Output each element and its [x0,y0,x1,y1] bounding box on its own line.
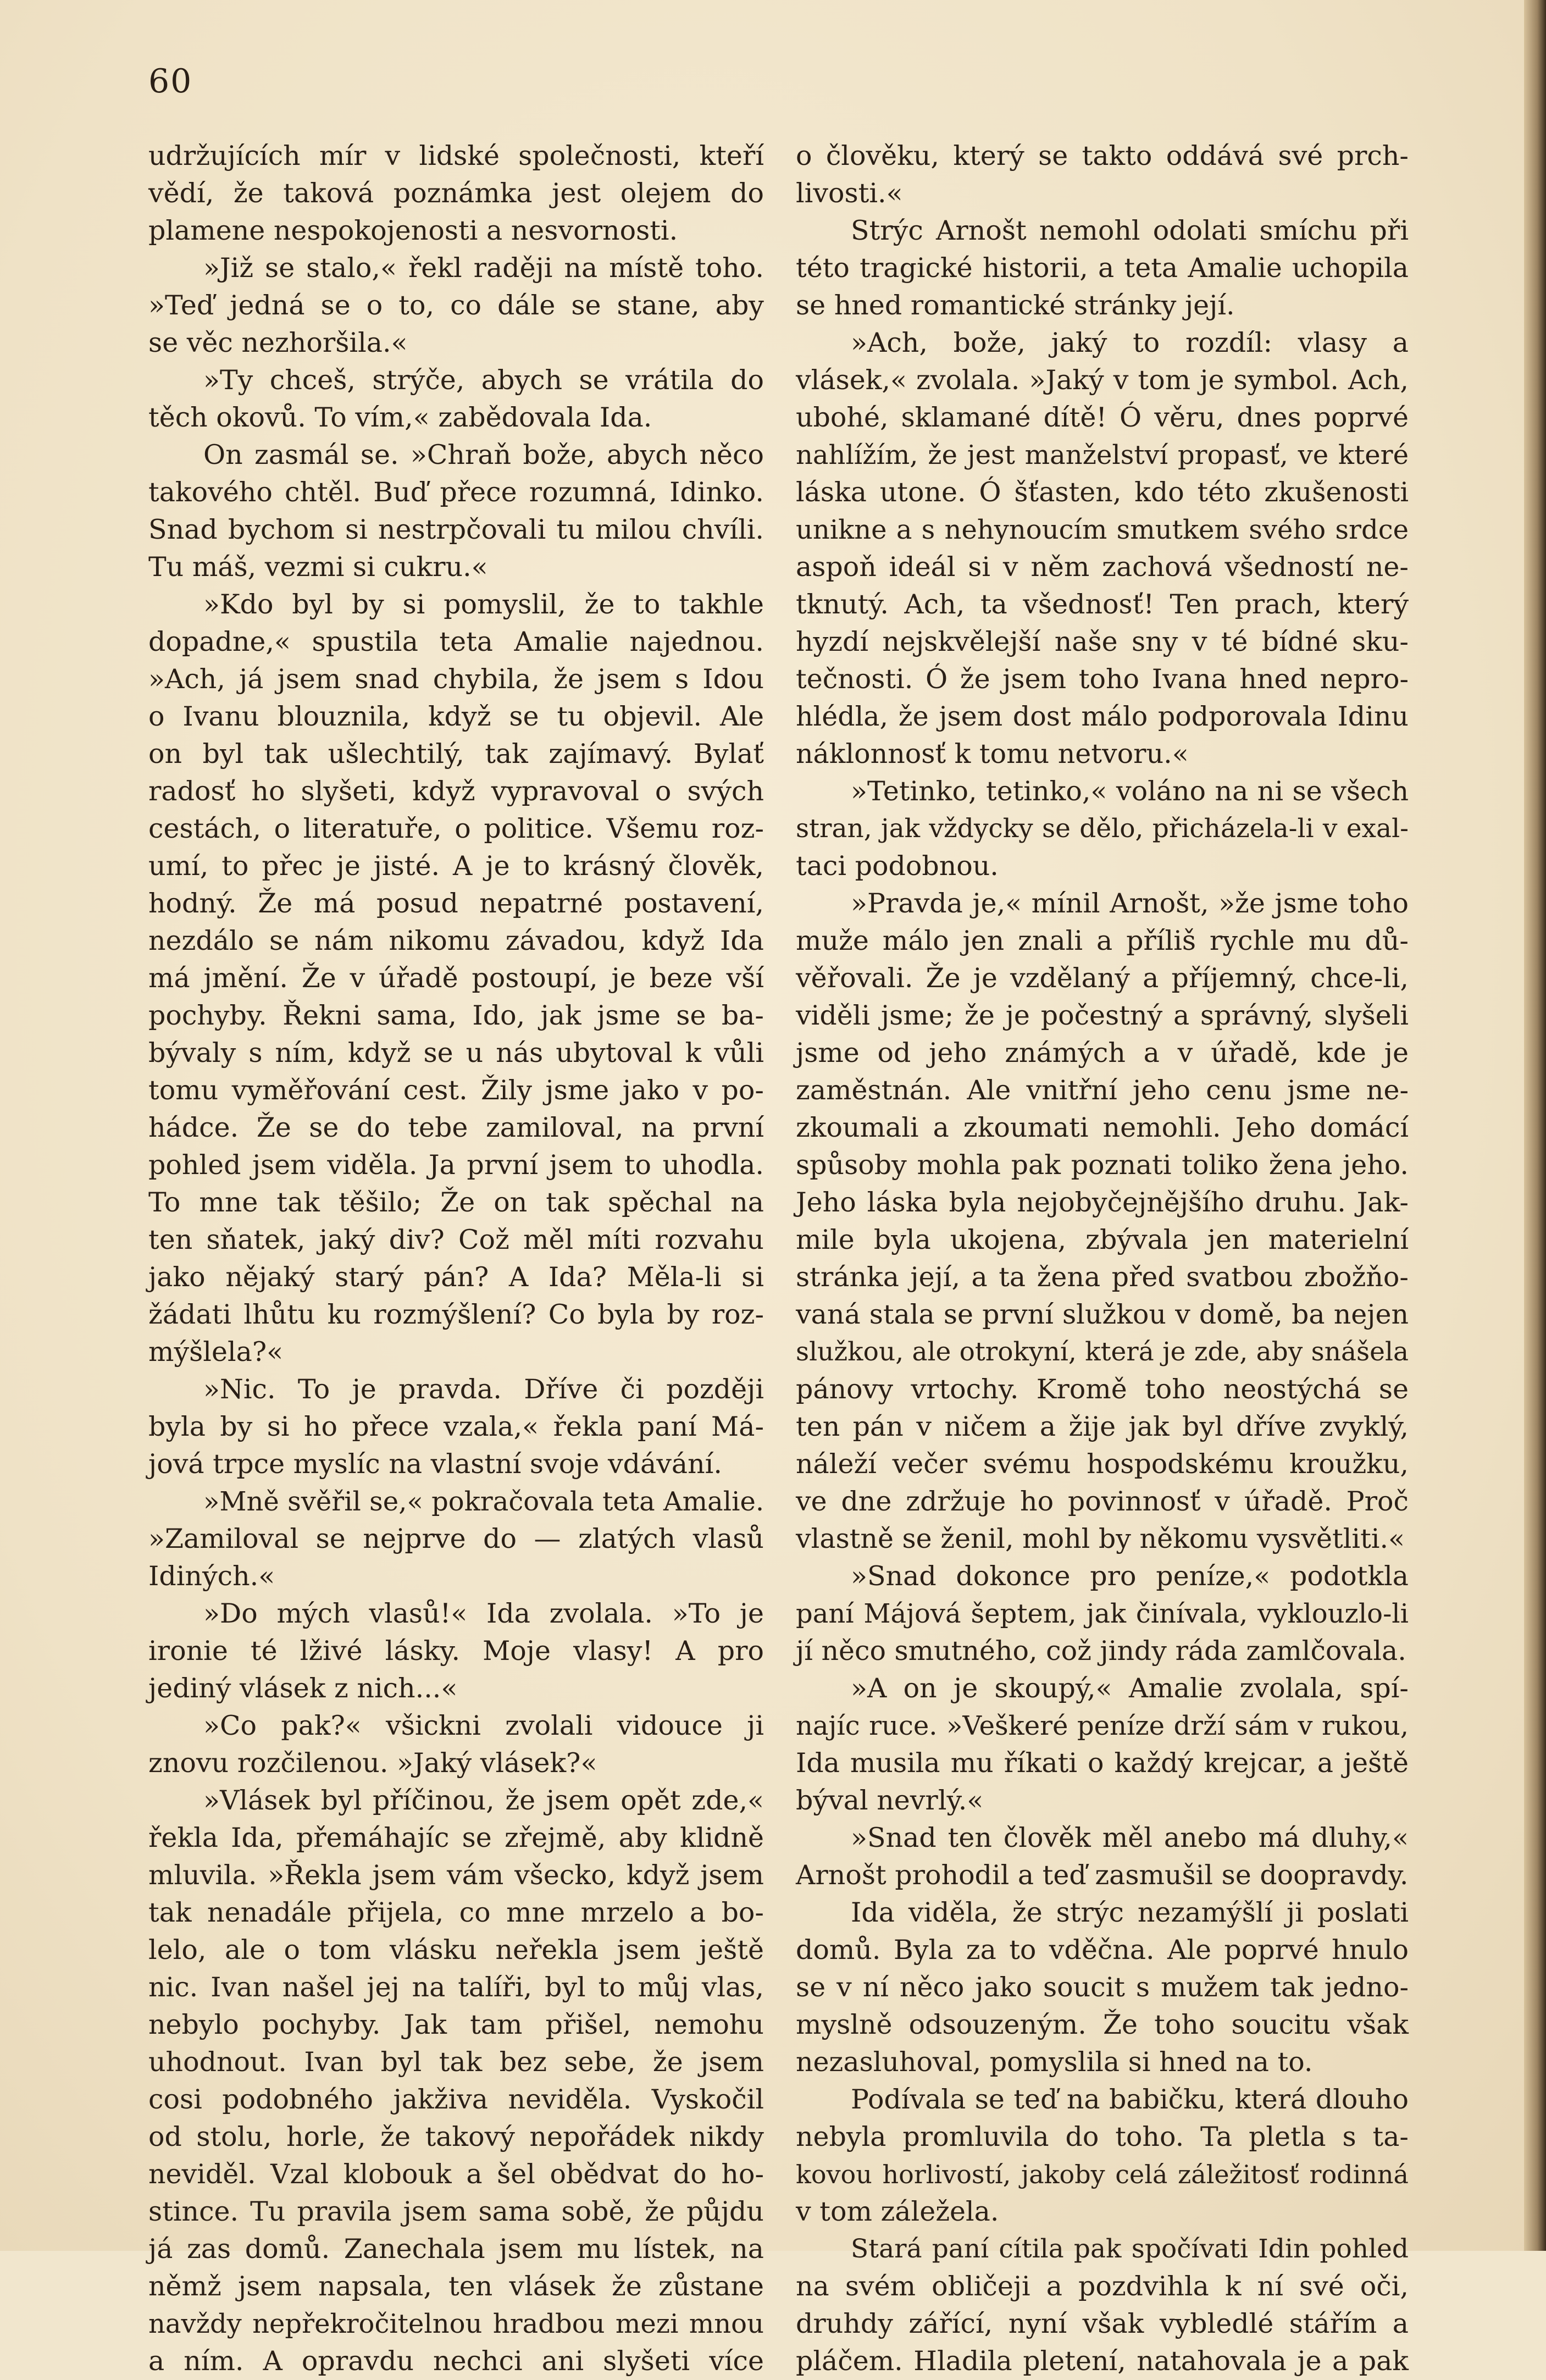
text-line: neviděl. Vzal klobouk a šel obědvat do ho- [148,2158,764,2190]
text-line: Stará paní cítila pak spočívati Idin pohled [851,2234,1409,2264]
text-line: vlásek,« zvolala. »Jaký v tom je symbol. Ach, [796,364,1409,396]
text-line: zaměstnán. Ale vnitřní jeho cenu jsme ne- [796,1075,1409,1106]
text-line: takového chtěl. Buď přece rozumná, Idinko. [148,477,764,508]
text-line: Podívala se teď na babičku, která dlouho [851,2084,1409,2115]
text-line: mluvila. »Řekla jsem vám všecko, když jsem [148,1859,764,1891]
text-line: Ida viděla, že strýc nezamýšlí ji poslati [851,1897,1409,1928]
text-line: »Do mých vlasů!« Ida zvolala. »To je [203,1598,764,1629]
text-line: Arnošt prohodil a teď zasmušil se doopravdy. [796,1859,1409,1891]
text-line: pohled jsem viděla. Ja první jsem to uhodla. [148,1149,764,1181]
text-line: má jmění. Že v úřadě postoupí, je beze vší [148,962,764,994]
text-line: Ida musila mu říkati o každý krejcar, a ještě [796,1747,1409,1779]
text-line: »Zamiloval se nejprve do — zlatých vlasů [148,1523,764,1554]
text-line: pláčem. Hladila pletení, natahovala je a pak [796,2345,1409,2377]
text-line: řekla Ida, přemáhajíc se zřejmě, aby klidně [148,1822,764,1853]
text-line: navždy nepřekročitelnou hradbou mezi mnou [148,2309,764,2339]
text-line: plamene nespokojenosti a nesvornosti. [148,215,678,246]
text-line: náleží večer svému hospodskému kroužku, [796,1448,1409,1480]
text-line: pánovy vrtochy. Kromě toho neostýchá se [796,1374,1409,1405]
text-line: jediný vlásek z nich...« [148,1673,458,1704]
text-line: znovu rozčilenou. »Jaký vlásek?« [148,1747,597,1779]
text-line: tknutý. Ach, ta všednosť! Ten prach, který [796,589,1409,620]
text-line: nezasluhoval, pomyslila si hned na to. [796,2046,1313,2078]
text-line: ubohé, sklamané dítě! Ó věru, dnes poprvé [796,402,1409,433]
text-line: hádce. Že se do tebe zamiloval, na první [148,1112,764,1143]
text-column-right [796,137,1409,2380]
text-line: o člověku, který se takto oddává své prch- [796,140,1409,171]
text-line: tak nenadále přijela, co mne mrzelo a bo- [148,1897,764,1928]
text-line: hodný. Že má posud nepatrné postavení, [148,888,764,919]
text-line: ten pán v ničem a žije jak byl dříve zvyklý, [796,1411,1409,1442]
text-line: uhodnout. Ivan byl tak bez sebe, že jsem [148,2046,764,2078]
text-line: stran, jak vždycky se dělo, přicházela-li v exal- [796,813,1409,844]
text-line: »Vlásek byl příčinou, že jsem opět zde,« [203,1785,764,1816]
text-line: cestách, o literatuře, o politice. Všemu roz- [148,813,764,844]
text-line: byla by si ho přece vzala,« řekla paní Má- [148,1411,764,1442]
text-line: »Ty chceš, strýče, abych se vrátila do [203,364,764,396]
text-line: »Co pak?« všickni zvolali vidouce ji [203,1710,764,1741]
text-line: se věc nezhoršila.« [148,327,408,358]
text-line: já zas domů. Zanechala jsem mu lístek, na [148,2233,764,2265]
text-line: »Kdo byl by si pomyslil, že to takhle [203,589,764,620]
text-line: o Ivanu blouznila, když se tu objevil. Ale [148,701,764,732]
text-line: nebylo pochyby. Jak tam přišel, nemohu [148,2009,764,2040]
text-line: hyzdí nejskvělejší naše sny v té bídné sku- [796,626,1409,657]
text-line: v tom záležela. [796,2196,999,2227]
text-line: se hned romantické stránky její. [796,290,1235,321]
text-line: stince. Tu pravila jsem sama sobě, že půjdu [148,2196,764,2227]
text-line: Idiných.« [148,1560,275,1592]
text-line: těch okovů. To vím,« zabědovala Ida. [148,402,652,433]
text-line: cosi podobného jakživa neviděla. Vyskočil [148,2084,764,2115]
text-line: »Teď jedná se o to, co dále se stane, aby [148,290,764,321]
text-line: »Pravda je,« mínil Arnošt, »že jsme toho [851,888,1409,919]
text-line: »Mně svěřil se,« pokračovala teta Amalie. [203,1486,764,1517]
text-line: vaná stala se první služkou v domě, ba nejen [796,1299,1409,1330]
text-line: nahlížím, že jest manželství propasť, ve které [796,440,1409,471]
text-line: To mne tak těšilo; Že on tak spěchal na [148,1187,764,1218]
text-line: hlédla, že jsem dost málo podporovala Idinu [796,701,1409,732]
text-line: náklonnosť k tomu netvoru.« [796,738,1189,770]
text-line: radosť ho slyšeti, když vypravoval o svých [148,776,764,807]
text-line: »Již se stalo,« řekl raději na místě toho. [203,252,764,284]
text-line: tomu vyměřování cest. Žily jsme jako v po- [148,1075,764,1106]
text-line: nebyla promluvila do toho. Ta pletla s ta- [796,2121,1409,2152]
text-line: lelo, ale o tom vlásku neřekla jsem ještě [148,1934,764,1966]
text-line: »Ach, já jsem snad chybila, že jsem s Idou [148,663,764,695]
text-line: stránka její, a ta žena před svatbou zbožňo- [796,1261,1409,1293]
text-line: najíc ruce. »Veškeré peníze drží sám v rukou, [796,1711,1409,1741]
page-edge [1524,0,1546,2251]
text-line: bývaly s ním, když se u nás ubytoval k vůli [148,1037,764,1069]
text-line: »Snad dokonce pro peníze,« podotkla [851,1560,1409,1592]
text-line: myslně odsouzeným. Že toho soucitu však [796,2009,1409,2040]
text-line: jí něco smutného, což jindy ráda zamlčovala. [796,1635,1406,1667]
text-line: zkoumali a zkoumati nemohli. Jeho domácí [796,1112,1409,1143]
text-line: tečnosti. Ó že jsem toho Ivana hned nepro- [796,663,1409,695]
text-line: jová trpce myslíc na vlastní svoje vdávání. [148,1448,722,1480]
text-line: »Tetinko, tetinko,« voláno na ni se všech [851,776,1409,807]
text-line: paní Májová šeptem, jak činívala, vyklouzlo-li [796,1598,1409,1629]
text-line: na svém obličeji a pozdvihla k ní své oči, [796,2271,1409,2302]
text-line: nic. Ivan našel jej na talíři, byl to můj vlas, [148,1972,764,2003]
text-line: od stolu, horle, že takový nepořádek nikdy [148,2121,764,2152]
text-line: pochyby. Řekni sama, Ido, jak jsme se ba- [148,1000,764,1031]
text-line: kovou horlivostí, jakoby celá záležitosť rodinná [796,2160,1409,2189]
text-line: livosti.« [796,178,903,209]
text-line: ironie té lživé lásky. Moje vlasy! A pro [148,1635,764,1667]
text-line: »Ach, bože, jaký to rozdíl: vlasy a [851,327,1409,358]
text-line: druhdy zářící, nyní však vybledlé stářím a [796,2308,1409,2339]
text-line: dopadne,« spustila teta Amalie najednou. [148,626,764,657]
text-line: umí, to přec je jisté. A je to krásný člověk, [148,850,764,882]
text-line: se v ní něco jako soucit s mužem tak jedno- [796,1972,1409,2003]
text-line: mýšlela?« [148,1336,284,1368]
text-line: udržujících mír v lidské společnosti, kteří [148,140,764,171]
text-line: muže málo jen znali a příliš rychle mu dů- [796,925,1409,956]
text-line: jako nějaký starý pán? A Ida? Měla-li si [148,1261,764,1293]
text-line: nezdálo se nám nikomu závadou, když Ida [148,925,764,956]
text-line: této tragické historii, a teta Amalie uchopila [796,252,1409,284]
text-line: Strýc Arnošt nemohl odolati smíchu při [851,215,1409,246]
text-column-left [148,137,764,2380]
text-line: Jeho láska byla nejobyčejnějšího druhu. Jak- [796,1187,1409,1218]
text-line: unikne a s nehynoucím smutkem svého srdce [796,514,1409,545]
text-line: On zasmál se. »Chraň bože, abych něco [203,439,764,471]
text-line: vědí, že taková poznámka jest olejem do [148,178,764,209]
text-line: a ním. A opravdu nechci ani slyšeti více [148,2345,764,2377]
text-line: »Snad ten člověk měl anebo má dluhy,« [851,1822,1409,1853]
text-line: jsme od jeho známých a v úřadě, kde je [796,1037,1409,1069]
text-line: věřovali. Že je vzdělaný a příjemný, chce-li, [796,962,1409,994]
text-line: vlastně se ženil, mohl by někomu vysvětliti.« [796,1523,1405,1554]
text-line: Snad bychom si nestrpčovali tu milou chvíli. [148,514,764,545]
text-line: žádati lhůtu ku rozmýšlení? Co byla by roz- [148,1299,764,1330]
text-line: »Nic. To je pravda. Dříve či později [203,1374,764,1405]
text-line: služkou, ale otrokyní, která je zde, aby snášela [796,1337,1409,1367]
text-line: domů. Byla za to vděčna. Ale poprvé hnulo [796,1934,1409,1966]
text-line: taci podobnou. [796,850,999,882]
page-number: 60 [148,62,193,101]
text-line: »A on je skoupý,« Amalie zvolala, spí- [851,1673,1409,1704]
text-line: láska utone. Ó šťasten, kdo této zkušenosti [796,477,1409,508]
text-line: spůsoby mohla pak poznati toliko žena jeho. [796,1149,1409,1181]
text-line: mile byla ukojena, zbývala jen materielní [796,1224,1409,1255]
text-line: němž jsem napsala, ten vlásek že zůstane [148,2271,764,2302]
text-line: ten sňatek, jaký div? Což měl míti rozvahu [148,1224,764,1255]
text-line: Tu máš, vezmi si cukru.« [148,551,488,583]
text-line: viděli jsme; že je počestný a správný, slyšeli [796,1000,1409,1031]
text-line: on byl tak ušlechtilý, tak zajímavý. Bylať [148,738,764,770]
text-line: ve dne zdržuje ho povinnosť v úřadě. Proč [796,1486,1409,1517]
text-line: býval nevrlý.« [796,1785,984,1816]
text-line: aspoň ideál si v něm zachová všedností ne- [796,551,1409,583]
